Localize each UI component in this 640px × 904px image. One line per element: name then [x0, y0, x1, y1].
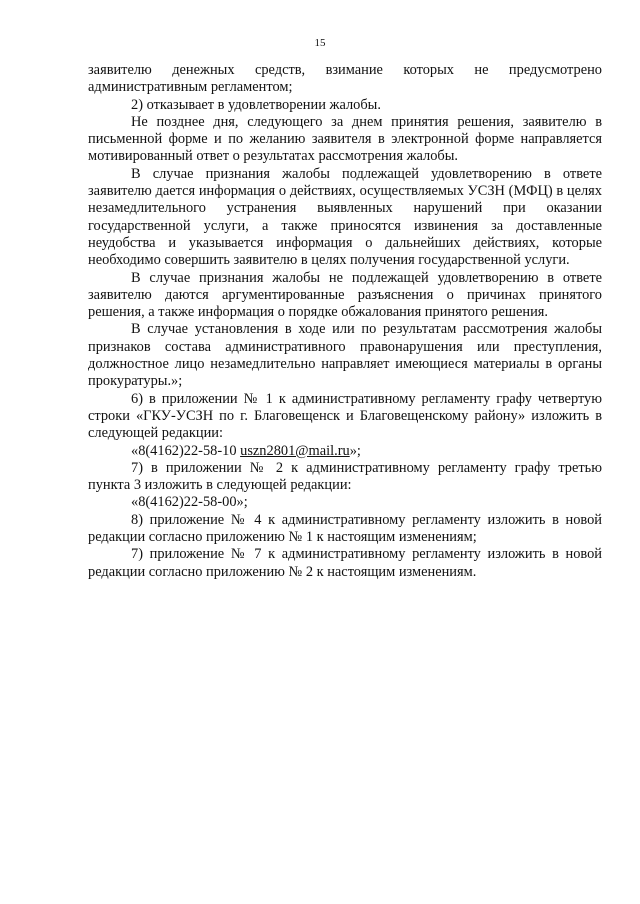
contact-phone: «8(4162)22-58-10: [131, 442, 241, 459]
paragraph-appendix-4: 8) приложение № 4 к административному регламенту изложить в новой редакции согласно приложению № 1 к настоящим изменениям;: [88, 511, 602, 546]
paragraph-response-deadline: Не позднее дня, следующего за днем принятия решения, заявителю в письменной форме и по желанию заявителя в электронной форме направляется мотивированный ответ о результатах рассмотрения жалобы.: [88, 113, 602, 165]
paragraph-appendix-7: 7) приложение № 7 к административному регламенту изложить в новой редакции согласно приложению № 2 к настоящим изменениям.: [88, 546, 602, 580]
page-number: 15: [314, 37, 326, 49]
paragraph-contact-line: [88, 443, 602, 460]
email-link[interactable]: uszn2801@mail.ru: [240, 442, 350, 459]
paragraph-complaint-rejected: В случае признания жалобы не подлежащей удовлетворению в ответе заявителю даются аргументированные разъяснения о причинах принятого решения, а также информация о порядке обжалования принятого решения.: [88, 269, 602, 321]
paragraph-phone-line: «8(4162)22-58-00»;: [131, 494, 248, 511]
paragraph-refund: заявителю денежных средств, взимание которых не предусмотрено административным регламентом;: [88, 62, 602, 96]
paragraph-complaint-satisfied: В случае признания жалобы подлежащей удовлетворению в ответе заявителю дается информация о действиях, осуществляемых УСЗН (МФЦ) в целях незамедлительного устранения выявленных нарушений при оказании государственной услуги, а также приносятся извинения за доставленные неудобства и указывается информация о дальнейших действиях, которые необходимо совершить заявителю в целях получения государственной услуги.: [88, 165, 602, 269]
paragraph-refuse: 2) отказывает в удовлетворении жалобы.: [131, 96, 381, 113]
document-body: [88, 62, 602, 581]
paragraph-prosecution: В случае установления в ходе или по результатам рассмотрения жалобы признаков состава административного правонарушения или преступления, должностное лицо незамедлительно направляет имеющиеся материалы в органы прокуратуры.»;: [88, 321, 602, 390]
contact-suffix: »;: [349, 442, 361, 459]
paragraph-appendix-2: 7) в приложении № 2 к административному регламенту графу третью пункта 3 изложить в следующей редакции:: [88, 459, 602, 494]
paragraph-appendix-1: 6) в приложении № 1 к административному регламенту графу четвертую строки «ГКУ-УСЗН по г. Благовещенск и Благовещенскому району» изложить в следующей редакции:: [88, 390, 602, 442]
